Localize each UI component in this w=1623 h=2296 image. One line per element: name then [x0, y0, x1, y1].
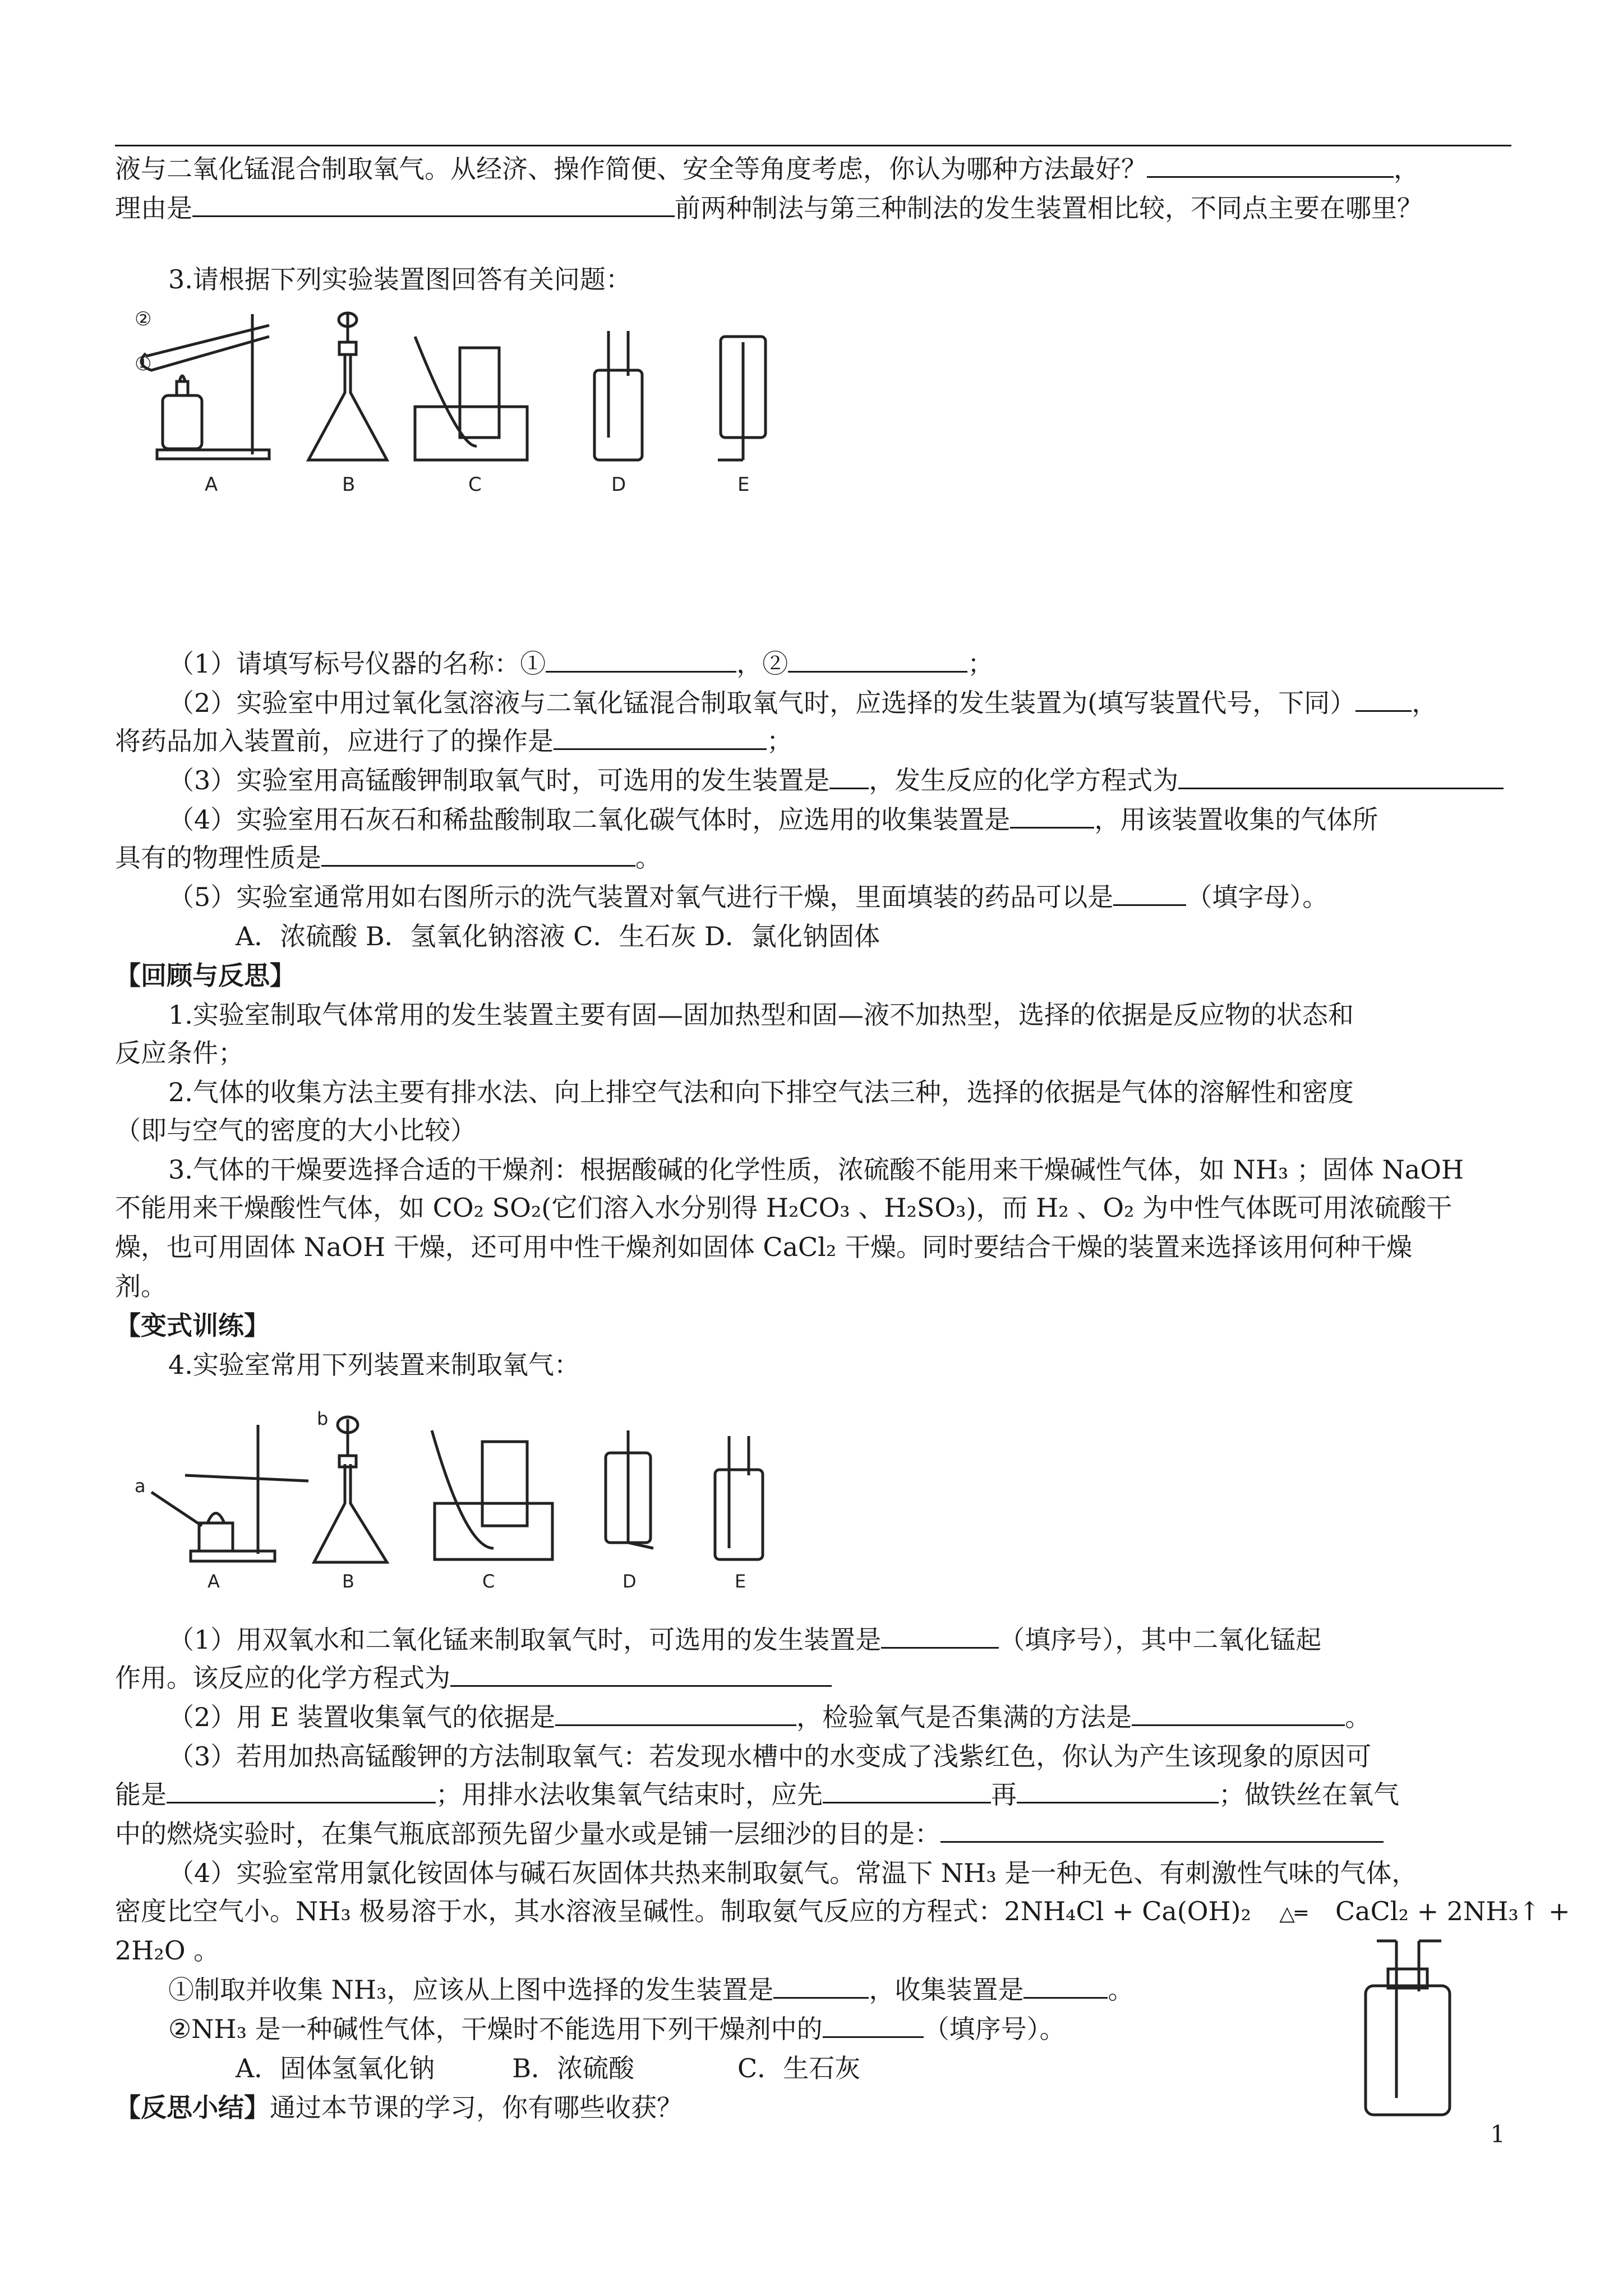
- answer-blank[interactable]: [823, 2010, 924, 2038]
- q4-part-3c: 中的燃烧实验时，在集气瓶底部预先留少量水或是铺一层细沙的目的是：: [115, 1815, 1533, 1852]
- review-point-2: 2.气体的收集方法主要有排水法、向上排空气法和向下排空气法三种，选择的依据是气体的溶解性和密度: [168, 1077, 1354, 1107]
- answer-blank[interactable]: [1017, 1776, 1219, 1803]
- q4-part-3b: 能是 ；用排水法收集氧气结束时，应先 再 ；做铁丝在氧气: [115, 1776, 1533, 1813]
- review-point-3: 3.气体的干燥要选择合适的干燥剂：根据酸碱的化学性质，浓硫酸不能用来干燥碱性气体，如 NH₃ ；固体 NaOH: [168, 1154, 1464, 1185]
- marker-b: b: [317, 1408, 329, 1429]
- fig-label-c: C: [482, 1571, 495, 1592]
- fig-label-b: B: [342, 1571, 354, 1592]
- gas-washing-bottle-figure: [1343, 1935, 1489, 2120]
- summary-line: 【反思小结】通过本节课的学习，你有哪些收获？: [115, 2092, 683, 2123]
- q3-part-4: （4）实验室用石灰石和稀盐酸制取二氧化碳气体时，应选用的收集装置是 ，用该装置收集的气体所: [168, 801, 1533, 838]
- review-point-1: 1.实验室制取气体常用的发生装置主要有固—固加热型和固—液不加热型，选择的依据是反应物的状态和: [168, 1000, 1354, 1030]
- answer-blank[interactable]: [450, 1659, 832, 1687]
- q4-options: A．固体氢氧化钠 B．浓硫酸 C．生石灰: [236, 2053, 861, 2083]
- page-number: 1: [1490, 2120, 1505, 2148]
- q4-part-4b: 密度比空气小。NH₃ 极易溶于水，其水溶液呈碱性。制取氨气反应的方程式：2NH₄Cl + Ca(OH)₂ △═ CaCl₂ + 2NH₃↑ +: [115, 1893, 1533, 1932]
- answer-blank[interactable]: [940, 1815, 1384, 1843]
- top-answer-line: [115, 145, 1511, 146]
- answer-blank[interactable]: [1355, 684, 1412, 712]
- q4-sub-1: ①制取并收集 NH₃，应该从上图中选择的发生装置是 ，收集装置是 。: [168, 1971, 1533, 2008]
- marker-2: ②: [135, 308, 152, 330]
- q4-part-1: （1）用双氧水和二氧化锰来制取氧气时，可选用的发生装置是 （填序号），其中二氧化锰起: [168, 1621, 1533, 1658]
- marker-a: a: [135, 1475, 146, 1497]
- fig-label-e: E: [735, 1571, 746, 1592]
- answer-blank[interactable]: [192, 190, 675, 217]
- q4-part-1b: 作用。该反应的化学方程式为: [115, 1659, 1533, 1696]
- review-heading: 【回顾与反思】: [115, 960, 296, 991]
- answer-blank[interactable]: [1147, 150, 1394, 178]
- answer-blank[interactable]: [554, 723, 767, 750]
- review-point-2b: （即与空气的密度的大小比较）: [115, 1115, 476, 1145]
- answer-blank[interactable]: [555, 1699, 796, 1726]
- q3-options: A．浓硫酸 B．氢氧化钠溶液 C．生石灰 D．氯化钠固体: [236, 921, 880, 951]
- q3-part-1: （1）请填写标号仪器的名称：① ，② ；: [168, 645, 1533, 682]
- answer-blank[interactable]: [546, 645, 736, 673]
- fig-label-c: C: [468, 473, 482, 496]
- answer-blank[interactable]: [1178, 762, 1504, 789]
- fig-label-d: D: [623, 1571, 637, 1592]
- q3-heading: 3.请根据下列实验装置图回答有关问题：: [168, 264, 631, 295]
- answer-blank[interactable]: [788, 645, 967, 673]
- q4-sub-2: ②NH₃ 是一种碱性气体，干燥时不能选用下列干燥剂中的 （填序号）。: [168, 2010, 1533, 2047]
- q4-heading: 4.实验室常用下列装置来制取氧气：: [168, 1350, 580, 1380]
- fig-label-a: A: [208, 1571, 220, 1592]
- variant-heading: 【变式训练】: [115, 1310, 270, 1341]
- review-point-3b: 不能用来干燥酸性气体，如 CO₂ SO₂(它们溶入水分别得 H₂CO₃ 、H₂SO₃)，而 H₂ 、O₂ 为中性气体既可用浓硫酸干: [115, 1193, 1453, 1223]
- review-point-1b: 反应条件；: [115, 1038, 244, 1068]
- answer-blank[interactable]: [1113, 878, 1186, 906]
- fig-label-e: E: [737, 473, 750, 496]
- q4-part-2: （2）用 E 装置收集氧气的依据是 ，检验氧气是否集满的方法是 。: [168, 1699, 1533, 1736]
- fig-label-b: B: [342, 473, 356, 496]
- answer-blank[interactable]: [1132, 1699, 1345, 1726]
- review-point-3d: 剂。: [115, 1271, 167, 1301]
- answer-blank[interactable]: [773, 1971, 869, 1999]
- intro-question-line-2: 理由是 前两种制法与第三种制法的发生装置相比较，不同点主要在哪里？: [115, 190, 1533, 227]
- q4-part-3: （3）若用加热高锰酸钾的方法制取氧气：若发现水槽中的水变成了浅紫红色，你认为产生该现象的原因可: [168, 1741, 1372, 1772]
- fig-label-d: D: [611, 473, 626, 496]
- answer-blank[interactable]: [1023, 1971, 1108, 1999]
- q3-part-5: （5）实验室通常用如右图所示的洗气装置对氧气进行干燥，里面填装的药品可以是 （填字母）。: [168, 878, 1533, 915]
- summary-heading: 【反思小结】: [115, 2092, 270, 2123]
- q3-apparatus-figure: [123, 303, 796, 505]
- heat-arrow-icon: △═: [1279, 1902, 1307, 1925]
- answer-blank[interactable]: [823, 1776, 991, 1803]
- answer-blank[interactable]: [321, 839, 635, 867]
- q3-part-2: （2）实验室中用过氧化氢溶液与二氧化锰混合制取氧气时，应选择的发生装置为(填写装置代号，下同） ，: [168, 684, 1533, 721]
- q3-part-4b: 具有的物理性质是 。: [115, 839, 1533, 876]
- review-point-3c: 燥，也可用固体 NaOH 干燥，还可用中性干燥剂如固体 CaCl₂ 干燥。同时要结合干燥的装置来选择该用何种干燥: [115, 1232, 1412, 1262]
- answer-blank[interactable]: [1010, 801, 1094, 829]
- marker-1: ①: [135, 353, 152, 375]
- q4-apparatus-figure: [123, 1408, 796, 1599]
- intro-question-line-1: 液与二氧化锰混合制取氧气。从经济、操作简便、安全等角度考虑，你认为哪种方法最好？ ，: [115, 150, 1533, 187]
- answer-blank[interactable]: [829, 762, 869, 789]
- q4-part-4c: 2H₂O 。: [115, 1935, 220, 1966]
- q3-part-3: （3）实验室用高锰酸钾制取氧气时，可选用的发生装置是 ，发生反应的化学方程式为: [168, 762, 1533, 799]
- q3-part-2b: 将药品加入装置前，应进行了的操作是 ；: [115, 723, 1533, 760]
- q4-part-4: （4）实验室常用氯化铵固体与碱石灰固体共热来制取氨气。常温下 NH₃ 是一种无色、有刺激性气味的气体，: [168, 1858, 1418, 1888]
- answer-blank[interactable]: [167, 1776, 436, 1803]
- fig-label-a: A: [205, 473, 218, 496]
- answer-blank[interactable]: [881, 1621, 999, 1649]
